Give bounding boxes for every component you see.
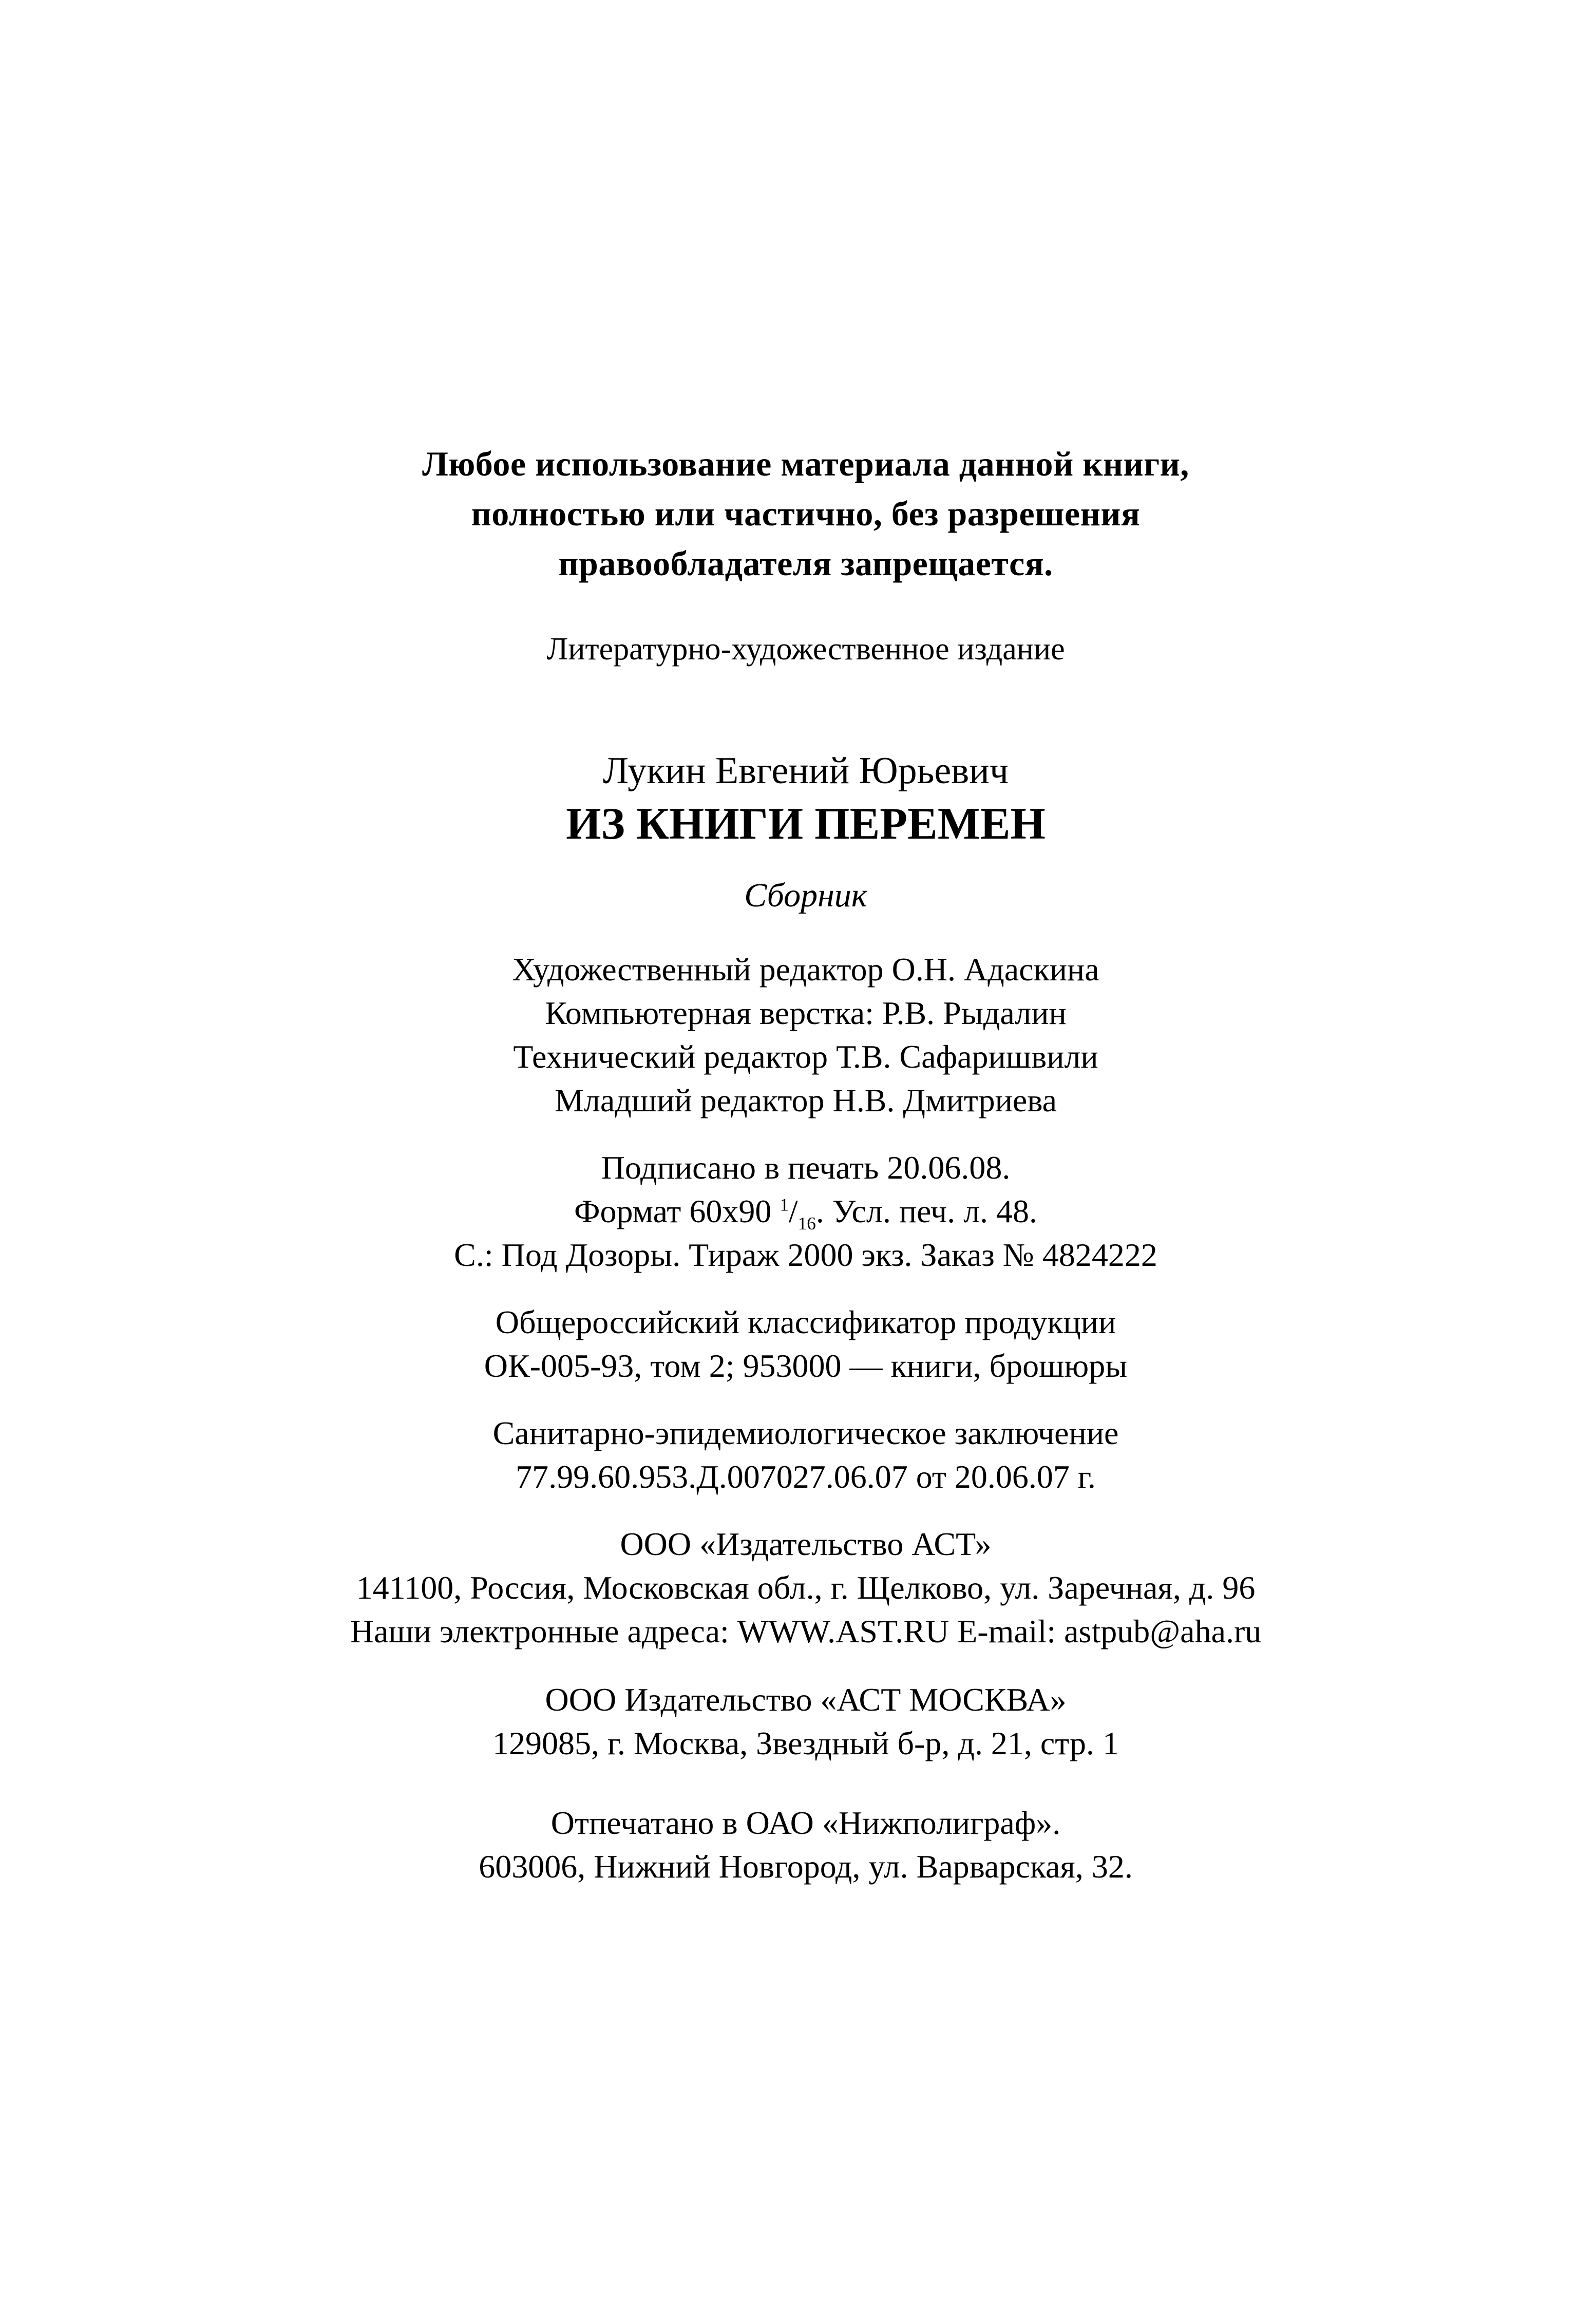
copyright-line: полностью или частично, без разрешения — [471, 494, 1141, 533]
author-name-text: Лукин Евгений Юрьевич — [602, 750, 1009, 792]
printing-house — [15, 1801, 1596, 1888]
publisher-ast-moscow-name: ООО Издательство «АСТ МОСКВА» — [545, 1681, 1067, 1718]
edition-type — [15, 629, 1596, 670]
copyright-line: правообладателя запрещается. — [558, 544, 1053, 583]
format-fraction-numerator: 1 — [780, 1195, 789, 1215]
staff-line-layout: Компьютерная верстка: Р.В. Рыдалин — [545, 995, 1067, 1031]
format-suffix: . Усл. печ. л. 48. — [815, 1193, 1038, 1229]
book-title — [15, 795, 1596, 853]
classifier-line: Общероссийский классификатор продукции — [495, 1304, 1116, 1340]
sanitary-line: Санитарно-эпидемиологическое заключение — [492, 1415, 1119, 1451]
sanitary-certificate — [15, 1411, 1596, 1499]
edition-type-label: Литературно-художественное издание — [546, 632, 1065, 667]
sanitary-line: 77.99.60.953.Д.007027.06.07 от 20.06.07 г. — [516, 1458, 1096, 1495]
printing-house-name: Отпечатано в ОАО «Нижполиграф». — [550, 1805, 1061, 1841]
publisher-ast — [15, 1522, 1596, 1653]
book-subtitle-text: Сборник — [744, 877, 867, 914]
author-name — [15, 747, 1596, 795]
copyright-notice — [15, 439, 1596, 589]
format-line — [15, 1189, 1596, 1233]
format-fraction-denominator: 16 — [797, 1213, 816, 1234]
publisher-ast-web-email: Наши электронные адреса: WWW.AST.RU E-mail: astpub@aha.ru — [350, 1613, 1262, 1650]
editorial-staff — [15, 947, 1596, 1122]
publisher-ast-moscow-address: 129085, г. Москва, Звездный б-р, д. 21, стр. 1 — [492, 1725, 1119, 1761]
book-title-text: ИЗ КНИГИ ПЕРЕМЕН — [566, 799, 1046, 849]
signed-to-print-line: Подписано в печать 20.06.08. — [601, 1149, 1011, 1186]
publisher-ast-name: ООО «Издательство АСТ» — [620, 1526, 992, 1562]
format-prefix: Формат 60х90 — [574, 1193, 780, 1229]
product-classifier — [15, 1300, 1596, 1388]
copyright-line: Любое использование материала данной книги, — [422, 444, 1189, 483]
print-run-info — [15, 1146, 1596, 1277]
book-subtitle — [15, 874, 1596, 918]
format-fraction-slash: / — [788, 1193, 798, 1229]
publisher-ast-address: 141100, Россия, Московская обл., г. Щелково, ул. Заречная, д. 96 — [356, 1569, 1256, 1606]
classifier-line: ОК-005-93, том 2; 953000 — книги, брошюры — [484, 1348, 1128, 1384]
publisher-ast-moscow — [15, 1678, 1596, 1765]
series-tirazh-order-line: С.: Под Дозоры. Тираж 2000 экз. Заказ № 4824222 — [454, 1237, 1157, 1273]
staff-line-junior-editor: Младший редактор Н.В. Дмитриева — [555, 1082, 1057, 1118]
printing-house-address: 603006, Нижний Новгород, ул. Варварская, 32. — [479, 1848, 1133, 1885]
staff-line-tech-editor: Технический редактор Т.В. Сафаришвили — [513, 1038, 1098, 1075]
staff-line-art-editor: Художественный редактор О.Н. Адаскина — [512, 951, 1099, 988]
